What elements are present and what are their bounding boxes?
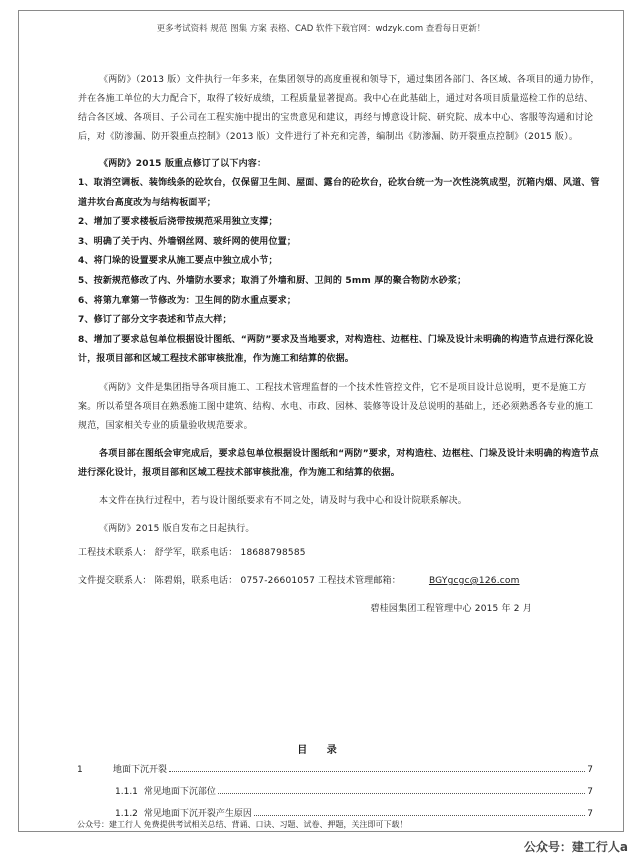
toc-leader-dots: [254, 815, 585, 816]
signature: 碧桂园集团工程管理中心 2015 年 2 月: [370, 603, 532, 614]
toc-entry-label: 地面下沉开裂: [113, 765, 168, 775]
revision-item: 3、明确了关于内、外墙钢丝网、玻纤网的使用位置；: [78, 236, 297, 247]
toc-leader-dots: [169, 771, 585, 772]
tech-contact: 工程技术联系人： 舒学军，联系电话： 18688798585: [78, 547, 306, 558]
revision-item: 7、修订了部分文字表述和节点大样；: [78, 315, 232, 326]
watermark: 公众号：建工行人a: [523, 840, 628, 854]
contact-note-paragraph: 本文件在执行过程中，若与设计图纸要求有不同之处，请及时与我中心和设计院联系解决。: [99, 495, 468, 506]
toc-entry[interactable]: [77, 759, 593, 781]
email-link[interactable]: BGYgcgc@126.com: [428, 575, 520, 586]
toc-entry[interactable]: [77, 781, 593, 803]
revision-item: 4、将门垛的设置要求从施工要点中独立成小节；: [78, 256, 278, 267]
table-of-contents: [77, 759, 593, 825]
intro-paragraph: 《两防》（2013 版）文件执行一年多来，在集团领导的高度重视和领导下，通过集团各部门、各区域、各项目的通力协作，并在各施工单位的大力配合下，取得了较好成绩，工程质量显著提高。我中心在此基础上，通过对各项目质量巡检工作的总结、结合各区域、各项目、子公司在工程实施中提出的宝贵意见和建议，再经与博意设计院、研究院、成本中心、客服等沟通和讨论后，对《防渗漏、防开裂重点控制》（2013 版）文件进行了补充和完善，编制出《防渗漏、防开裂重点控制》（2015 版）。: [78, 75, 600, 142]
contacts-block: [78, 539, 600, 595]
toc-entry-label: 常见地面下沉开裂产生原因: [143, 809, 252, 819]
toc-entry-page: 7: [587, 787, 593, 797]
revision-list: [78, 174, 600, 370]
submit-contact: [78, 567, 600, 595]
page-header: 更多考试资料 规范 图集 方案 表格、CAD 软件下载官网：wdzyk.com 查看每日更新！: [156, 24, 486, 34]
revision-item: 5、按新规范修改了内、外墙防水要求；取消了外墙和厨、卫间的 5mm 厚的聚合物防水砂浆；: [78, 275, 467, 286]
revision-item: 1、取消空调板、装饰线条的砼坎台，仅保留卫生间、屋面、露台的砼坎台，砼坎台统一为一次性浇筑成型，沉箱内烟、风道、管道井坎台高度改为与结构板面平；: [78, 178, 600, 208]
toc-entry-number: 1.1.2: [115, 809, 138, 819]
toc-leader-dots: [218, 793, 585, 794]
toc-entry-number: 1: [77, 765, 83, 775]
guidance-paragraph: 《两防》文件是集团指导各项目施工、工程技术管理监督的一个技术性管控文件，它不是项目设计总说明，更不是施工方案。所以希望各项目在熟悉施工图中建筑、结构、水电、市政、园林、装修等设计及总说明的基础上，还必须熟悉各专业的施工规范，国家相关专业的质量验收规范要求。: [78, 382, 594, 431]
revision-intro: 《两防》2015 版重点修订了以下内容：: [99, 159, 267, 169]
toc-title: 目 录: [297, 745, 345, 756]
toc-entry-page: 7: [587, 809, 593, 819]
toc-entry-label: 常见地面下沉部位: [143, 787, 216, 797]
design-deepening-paragraph: 各项目部在图纸会审完成后，要求总包单位根据设计图纸和“两防”要求，对构造柱、边框柱、门垛及设计未明确的构造节点进行深化设计，报项目部和区域工程技术部审核批准，作为施工和结算的依据。: [78, 448, 599, 478]
revision-item: 8、增加了要求总包单位根据设计图纸、“两防”要求及当地要求，对构造柱、边框柱、门垛及设计未明确的构造节点进行深化设计，报项目部和区域工程技术部审核批准，作为施工和结算的依据。: [78, 334, 594, 365]
revision-item: 2、增加了要求楼板后浇带按规范采用独立支撑；: [78, 217, 278, 228]
toc-entry-number: 1.1.1: [115, 787, 138, 797]
document-page: [18, 10, 624, 832]
effective-date-paragraph: 《两防》2015 版自发布之日起执行。: [99, 523, 255, 534]
revision-item: 6、将第九章第一节修改为：卫生间的防水重点要求；: [78, 295, 297, 306]
document-body: [78, 71, 600, 623]
submit-contact-text: 文件提交联系人： 陈碧娟，联系电话： 0757-26601057 工程技术管理邮箱：: [78, 575, 401, 586]
footer-note: 公众号：建工行人 免费提供考试相关总结、背诵、口诀、习题、试卷、押题，关注即可下载！: [77, 820, 408, 829]
toc-entry-page: 7: [587, 765, 593, 775]
